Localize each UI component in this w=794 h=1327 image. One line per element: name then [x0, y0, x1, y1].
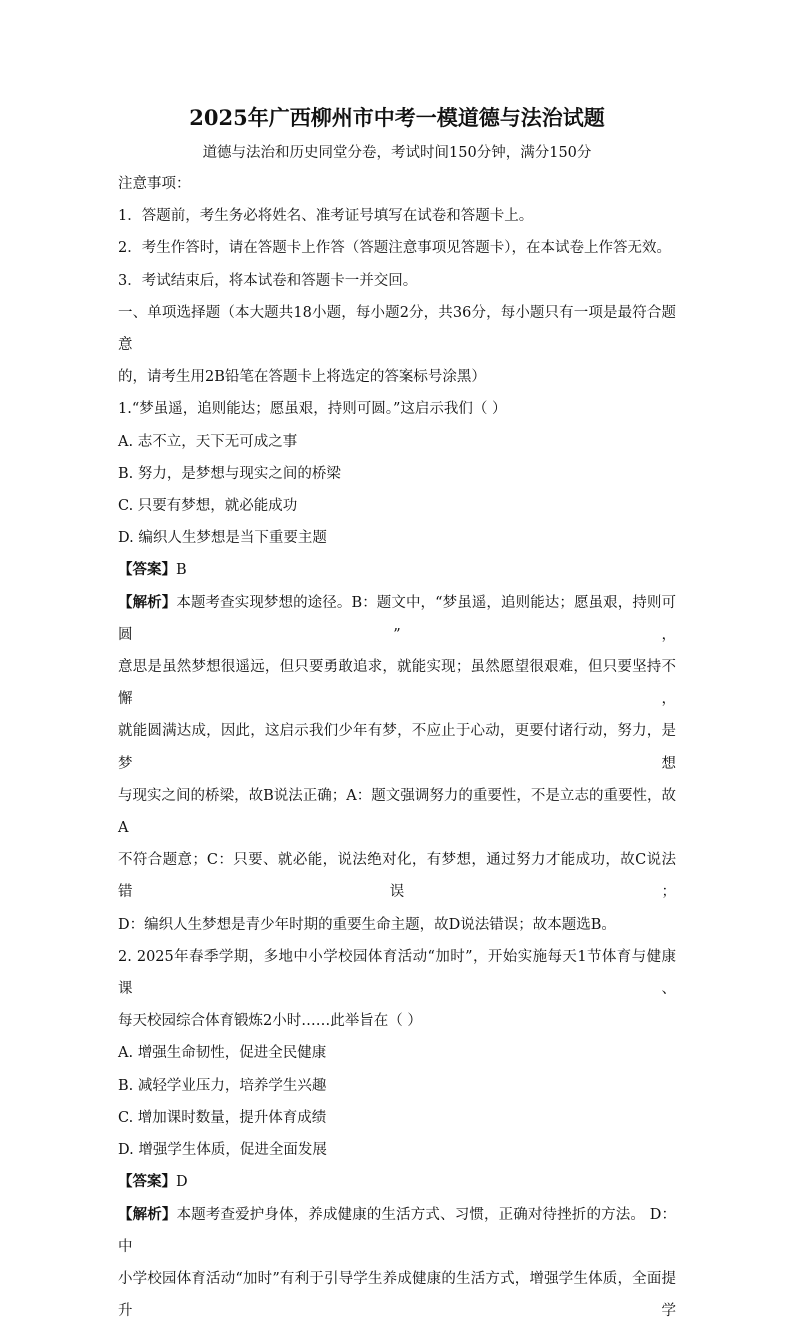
analysis-line: 与现实之间的桥梁，故B说法正确；A：题文强调努力的重要性，不是立志的重要性，故A — [118, 787, 676, 837]
option-d: D. 增强学生体质，促进全面发展 — [118, 1142, 327, 1159]
option-a: A. 增强生命韧性，促进全民健康 — [118, 1045, 327, 1062]
question-stem: 1.“梦虽遥，追则能达；愿虽艰，持则可圆。”这启示我们（ ） — [118, 401, 507, 418]
analysis-line: 就能圆满达成，因此，这启示我们少年有梦，不应止于心动，更要付诸行动，努力，是梦想 — [118, 723, 676, 772]
answer-label: 【答案】 — [118, 561, 176, 579]
answer-label: 【答案】 — [118, 1173, 176, 1191]
option-b: B. 减轻学业压力，培养学生兴趣 — [118, 1077, 327, 1094]
analysis-line — [118, 1199, 676, 1263]
notice-item: 1．答题前，考生务必将姓名、准考证号填写在试卷和答题卡上。 — [118, 208, 534, 225]
analysis-line: D：编织人生梦想是青少年时期的重要生命主题，故D说法错误；故本题选B。 — [118, 916, 616, 933]
analysis-text: 本题考查实现梦想的途径。B：题文中，“梦虽遥，追则能达；愿虽艰，持则可圆”， — [118, 594, 677, 643]
page-title: 2025年广西柳州市中考一模道德与法治试题 — [189, 105, 605, 130]
option-d: D. 编织人生梦想是当下重要主题 — [118, 530, 327, 547]
question-stem: 每天校园综合体育锻炼2小时……此举旨在（ ） — [118, 1013, 422, 1030]
notice-item: 2．考生作答时，请在答题卡上作答（答题注意事项见答题卡），在本试卷上作答无效。 — [118, 240, 671, 257]
answer-value: D — [176, 1174, 188, 1191]
section-heading-line: 一、单项选择题（本大题共18小题，每小题2分，共36分，每小题只有一项是最符合题意 — [118, 304, 676, 354]
option-c: C. 增加课时数量，提升体育成绩 — [118, 1109, 327, 1126]
notice-item: 3．考试结束后，将本试卷和答题卡一并交回。 — [118, 272, 418, 289]
analysis-label: 【解析】 — [118, 1205, 177, 1223]
analysis-line: 意思是虽然梦想很遥远，但只要勇敢追求，就能实现；虽然愿望很艰难，但只要坚持不懈， — [118, 659, 676, 708]
option-c: C. 只要有梦想，就必能成功 — [118, 498, 298, 515]
section-heading-line: 的，请考生用2B铅笔在答题卡上将选定的答案标号涂黑） — [118, 369, 486, 386]
answer-line — [118, 1166, 676, 1198]
analysis-line: 小学校园体育活动“加时”有利于引导学生养成健康的生活方式，增强学生体质，全面提升学 — [118, 1270, 676, 1320]
option-b: B. 努力，是梦想与现实之间的桥梁 — [118, 465, 341, 482]
option-a: A. 志不立，天下无可成之事 — [118, 433, 298, 450]
answer-line — [118, 554, 676, 586]
analysis-label: 【解析】 — [118, 593, 177, 611]
question-stem: 2. 2025年春季学期，多地中小学校园体育活动“加时”，开始实施每天1节体育与健康课、 — [118, 948, 676, 998]
answer-value: B — [176, 562, 187, 579]
analysis-text: 本题考查爱护身体，养成健康的生活方式、习惯，正确对待挫折的方法。 D：中 — [118, 1206, 677, 1255]
exam-subtitle: 道德与法治和历史同堂分卷，考试时间150分钟，满分150分 — [202, 145, 592, 161]
analysis-line — [118, 587, 676, 651]
analysis-line: 不符合题意；C：只要、就必能，说法绝对化，有梦想，通过努力才能成功，故C说法错误； — [118, 852, 676, 901]
notice-heading: 注意事项： — [118, 176, 191, 192]
